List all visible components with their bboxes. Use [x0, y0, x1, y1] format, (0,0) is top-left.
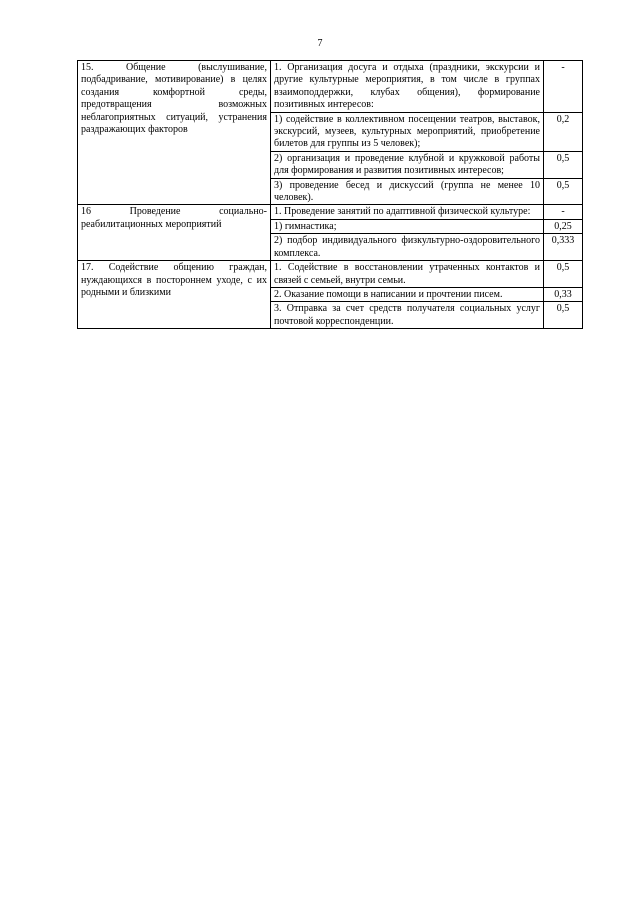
service-value-cell: 0,5 — [544, 261, 583, 288]
service-value-cell: 0,5 — [544, 302, 583, 329]
service-description-cell: 1. Содействие в восстановлении утраченных контактов и связей с семьей, внутри семьи. — [271, 261, 544, 288]
page-number: 7 — [317, 38, 323, 49]
service-name-cell: 15. Общение (выслушивание, подбадривание, мотивирование) в целях создания комфортной среды, предотвращения возможных неблагоприятных ситуаций, устранения раздражающих факторов — [78, 61, 271, 205]
service-description-cell: 1) содействие в коллективном посещении театров, выставок, экскурсий, музеев, культурных мероприятий, приобретение билетов для группы из 5 человек); — [271, 112, 544, 151]
service-description-cell: 2. Оказание помощи в написании и прочтении писем. — [271, 287, 544, 301]
service-value-cell: - — [544, 61, 583, 113]
service-value-cell: 0,333 — [544, 234, 583, 261]
table-row — [78, 261, 583, 288]
service-description-cell: 1) гимнастика; — [271, 219, 544, 233]
service-value-cell: 0,2 — [544, 112, 583, 151]
service-name-cell: 17. Содействие общению граждан, нуждающихся в постороннем уходе, с их родными и близкими — [78, 261, 271, 329]
service-value-cell: 0,25 — [544, 219, 583, 233]
service-value-cell: 0,5 — [544, 151, 583, 178]
service-description-cell: 1. Организация досуга и отдыха (праздники, экскурсии и другие культурные мероприятия, в том числе в группах взаимоподдержки, клубах общения), формирование позитивных интересов: — [271, 61, 544, 113]
service-description-cell: 3. Отправка за счет средств получателя социальных услуг почтовой корреспонденции. — [271, 302, 544, 329]
table-row — [78, 61, 583, 113]
table-row — [78, 205, 583, 219]
service-value-cell: 0,5 — [544, 178, 583, 205]
service-description-cell: 1. Проведение занятий по адаптивной физической культуре: — [271, 205, 544, 219]
services-table — [77, 60, 583, 329]
service-description-cell: 2) организация и проведение клубной и кружковой работы для формирования и развития позитивных интересов; — [271, 151, 544, 178]
service-value-cell: - — [544, 205, 583, 219]
service-value-cell: 0,33 — [544, 287, 583, 301]
service-name-cell: 16 Проведение социально-реабилитационных мероприятий — [78, 205, 271, 261]
service-description-cell: 3) проведение бесед и дискуссий (группа не менее 10 человек). — [271, 178, 544, 205]
service-description-cell: 2) подбор индивидуального физкультурно-оздоровительного комплекса. — [271, 234, 544, 261]
